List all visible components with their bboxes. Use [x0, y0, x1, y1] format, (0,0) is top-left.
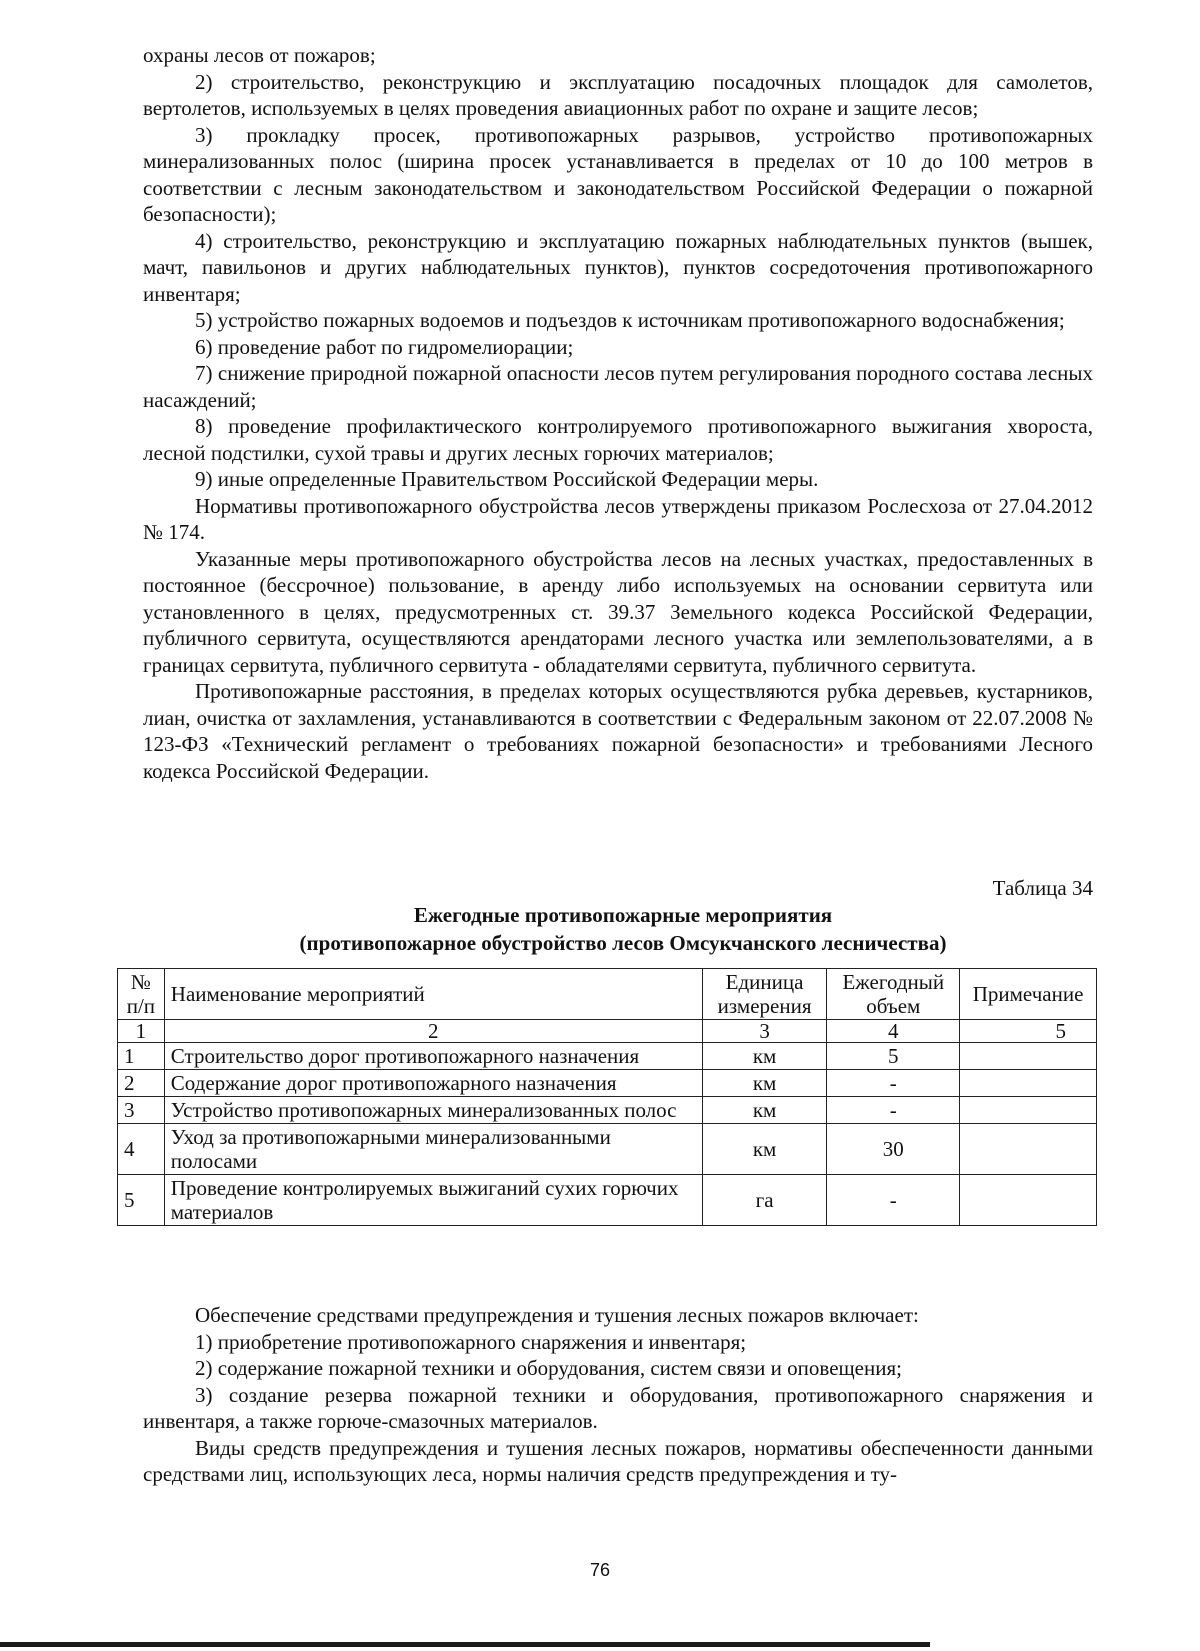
- paragraph: Нормативы противопожарного обустройства лесов утверждены приказом Рослесхоза от 27.04.2012 № 174.: [143, 493, 1093, 544]
- row-num: 4: [118, 1124, 165, 1175]
- paragraph: 3) создание резерва пожарной техники и оборудования, противопожарного снаряжения и инвентаря, а также горюче-смазочных материалов.: [143, 1382, 1093, 1433]
- row-num: 1: [118, 1043, 165, 1070]
- row-unit: км: [702, 1043, 827, 1070]
- top-text-block: [143, 42, 1093, 784]
- row-note: [960, 1097, 1097, 1124]
- row-name: Уход за противопожарными минерализованными полосами: [164, 1124, 702, 1175]
- table-row: [118, 1070, 1097, 1097]
- table-row: [118, 1043, 1097, 1070]
- paragraph: Указанные меры противопожарного обустройства лесов на лесных участках, предоставленных в постоянное (бессрочное) пользование, в аренду либо используемых на основании сервитута или установленного в целях, предусмотренных ст. 39.37 Земельного кодекса Российской Федерации, публичного сервитута, осуществляются арендаторами лесного участка или землепользователями, а в границах сервитута, публичного сервитута - обладателями сервитута, публичного сервитута.: [143, 546, 1093, 677]
- column-number: 3: [702, 1020, 827, 1043]
- column-number: 4: [827, 1020, 960, 1043]
- paragraph: Виды средств предупреждения и тушения лесных пожаров, нормативы обеспеченности данными средствами лиц, использующих леса, нормы наличия средств предупреждения и ту-: [143, 1435, 1093, 1486]
- table-header-row: [118, 969, 1097, 1020]
- row-num: 3: [118, 1097, 165, 1124]
- row-name: Строительство дорог противопожарного назначения: [164, 1043, 702, 1070]
- row-num: 2: [118, 1070, 165, 1097]
- row-unit: км: [702, 1070, 827, 1097]
- table-label: Таблица 34: [992, 876, 1093, 900]
- paragraph: 2) содержание пожарной техники и оборудования, систем связи и оповещения;: [195, 1356, 902, 1380]
- row-name: Содержание дорог противопожарного назначения: [164, 1070, 702, 1097]
- header-unit: Единица измерения: [702, 969, 827, 1020]
- row-name: Проведение контролируемых выжиганий сухих горючих материалов: [164, 1175, 702, 1226]
- row-note: [960, 1124, 1097, 1175]
- column-number: 2: [164, 1020, 702, 1043]
- paragraph: Противопожарные расстояния, в пределах которых осуществляются рубка деревьев, кустарников, лиан, очистка от захламления, устанавливаются в соответствии с Федеральным законом от 22.07.2008 № 123-ФЗ «Технический регламент о требованиях пожарной безопасности» и требованиями Лесного кодекса Российской Федерации.: [143, 679, 1093, 783]
- table-row: [118, 1124, 1097, 1175]
- page-number: 76: [589, 1560, 611, 1580]
- row-note: [960, 1175, 1097, 1226]
- row-volume: -: [827, 1097, 960, 1124]
- paragraph: охраны лесов от пожаров;: [143, 43, 376, 67]
- paragraph: 8) проведение профилактического контролируемого противопожарного выжигания хвороста, лесной подстилки, сухой травы и других лесных горючих материалов;: [143, 414, 1093, 465]
- header-note: Примечание: [960, 969, 1097, 1020]
- row-note: [960, 1070, 1097, 1097]
- paragraph: 7) снижение природной пожарной опасности лесов путем регулирования породного состава лесных насаждений;: [143, 361, 1093, 412]
- paragraph: 9) иные определенные Правительством Российской Федерации меры.: [195, 467, 819, 491]
- paragraph: 2) строительство, реконструкцию и эксплуатацию посадочных площадок для самолетов, вертолетов, используемых в целях проведения авиационных работ по охране и защите лесов;: [143, 69, 1093, 120]
- row-note: [960, 1043, 1097, 1070]
- table-title-line: Ежегодные противопожарные мероприятия: [413, 903, 833, 927]
- header-volume: Ежегодный объем: [827, 969, 960, 1020]
- table-row: [118, 1175, 1097, 1226]
- paragraph: 4) строительство, реконструкцию и эксплуатацию пожарных наблюдательных пунктов (вышек, мачт, павильонов и других наблюдательных пунктов), пунктов сосредоточения противопожарного инвентаря;: [143, 228, 1093, 306]
- paragraph: 3) прокладку просек, противопожарных разрывов, устройство противопожарных минерализованных полос (ширина просек устанавливается в пределах от 10 до 100 метров в соответствии с лесным законодательством и законодательством Российской Федерации о пожарной безопасности);: [143, 122, 1093, 226]
- row-volume: -: [827, 1175, 960, 1226]
- row-unit: км: [702, 1097, 827, 1124]
- header-name: Наименование мероприятий: [164, 969, 702, 1020]
- scan-edge-bar: [0, 1642, 930, 1647]
- bottom-text-block: [143, 1302, 1093, 1488]
- row-unit: км: [702, 1124, 827, 1175]
- row-unit: га: [702, 1175, 827, 1226]
- fire-measures-table: [117, 968, 1097, 1226]
- column-number-row: [118, 1020, 1097, 1043]
- table-row: [118, 1097, 1097, 1124]
- table-title-line: (противопожарное обустройство лесов Омсукчанского лесничества): [299, 931, 947, 955]
- row-name: Устройство противопожарных минерализованных полос: [164, 1097, 702, 1124]
- paragraph: Обеспечение средствами предупреждения и тушения лесных пожаров включает:: [195, 1303, 919, 1327]
- row-volume: 5: [827, 1043, 960, 1070]
- paragraph: 1) приобретение противопожарного снаряжения и инвентаря;: [195, 1329, 747, 1354]
- row-volume: -: [827, 1070, 960, 1097]
- header-num: № п/п: [118, 969, 165, 1020]
- row-num: 5: [118, 1175, 165, 1226]
- paragraph: 5) устройство пожарных водоемов и подъездов к источникам противопожарного водоснабжения;: [195, 308, 1065, 332]
- table-title: [143, 901, 1103, 957]
- paragraph: 6) проведение работ по гидромелиорации;: [195, 334, 574, 359]
- column-number: 1: [118, 1020, 165, 1043]
- column-number: 5: [960, 1020, 1097, 1043]
- row-volume: 30: [827, 1124, 960, 1175]
